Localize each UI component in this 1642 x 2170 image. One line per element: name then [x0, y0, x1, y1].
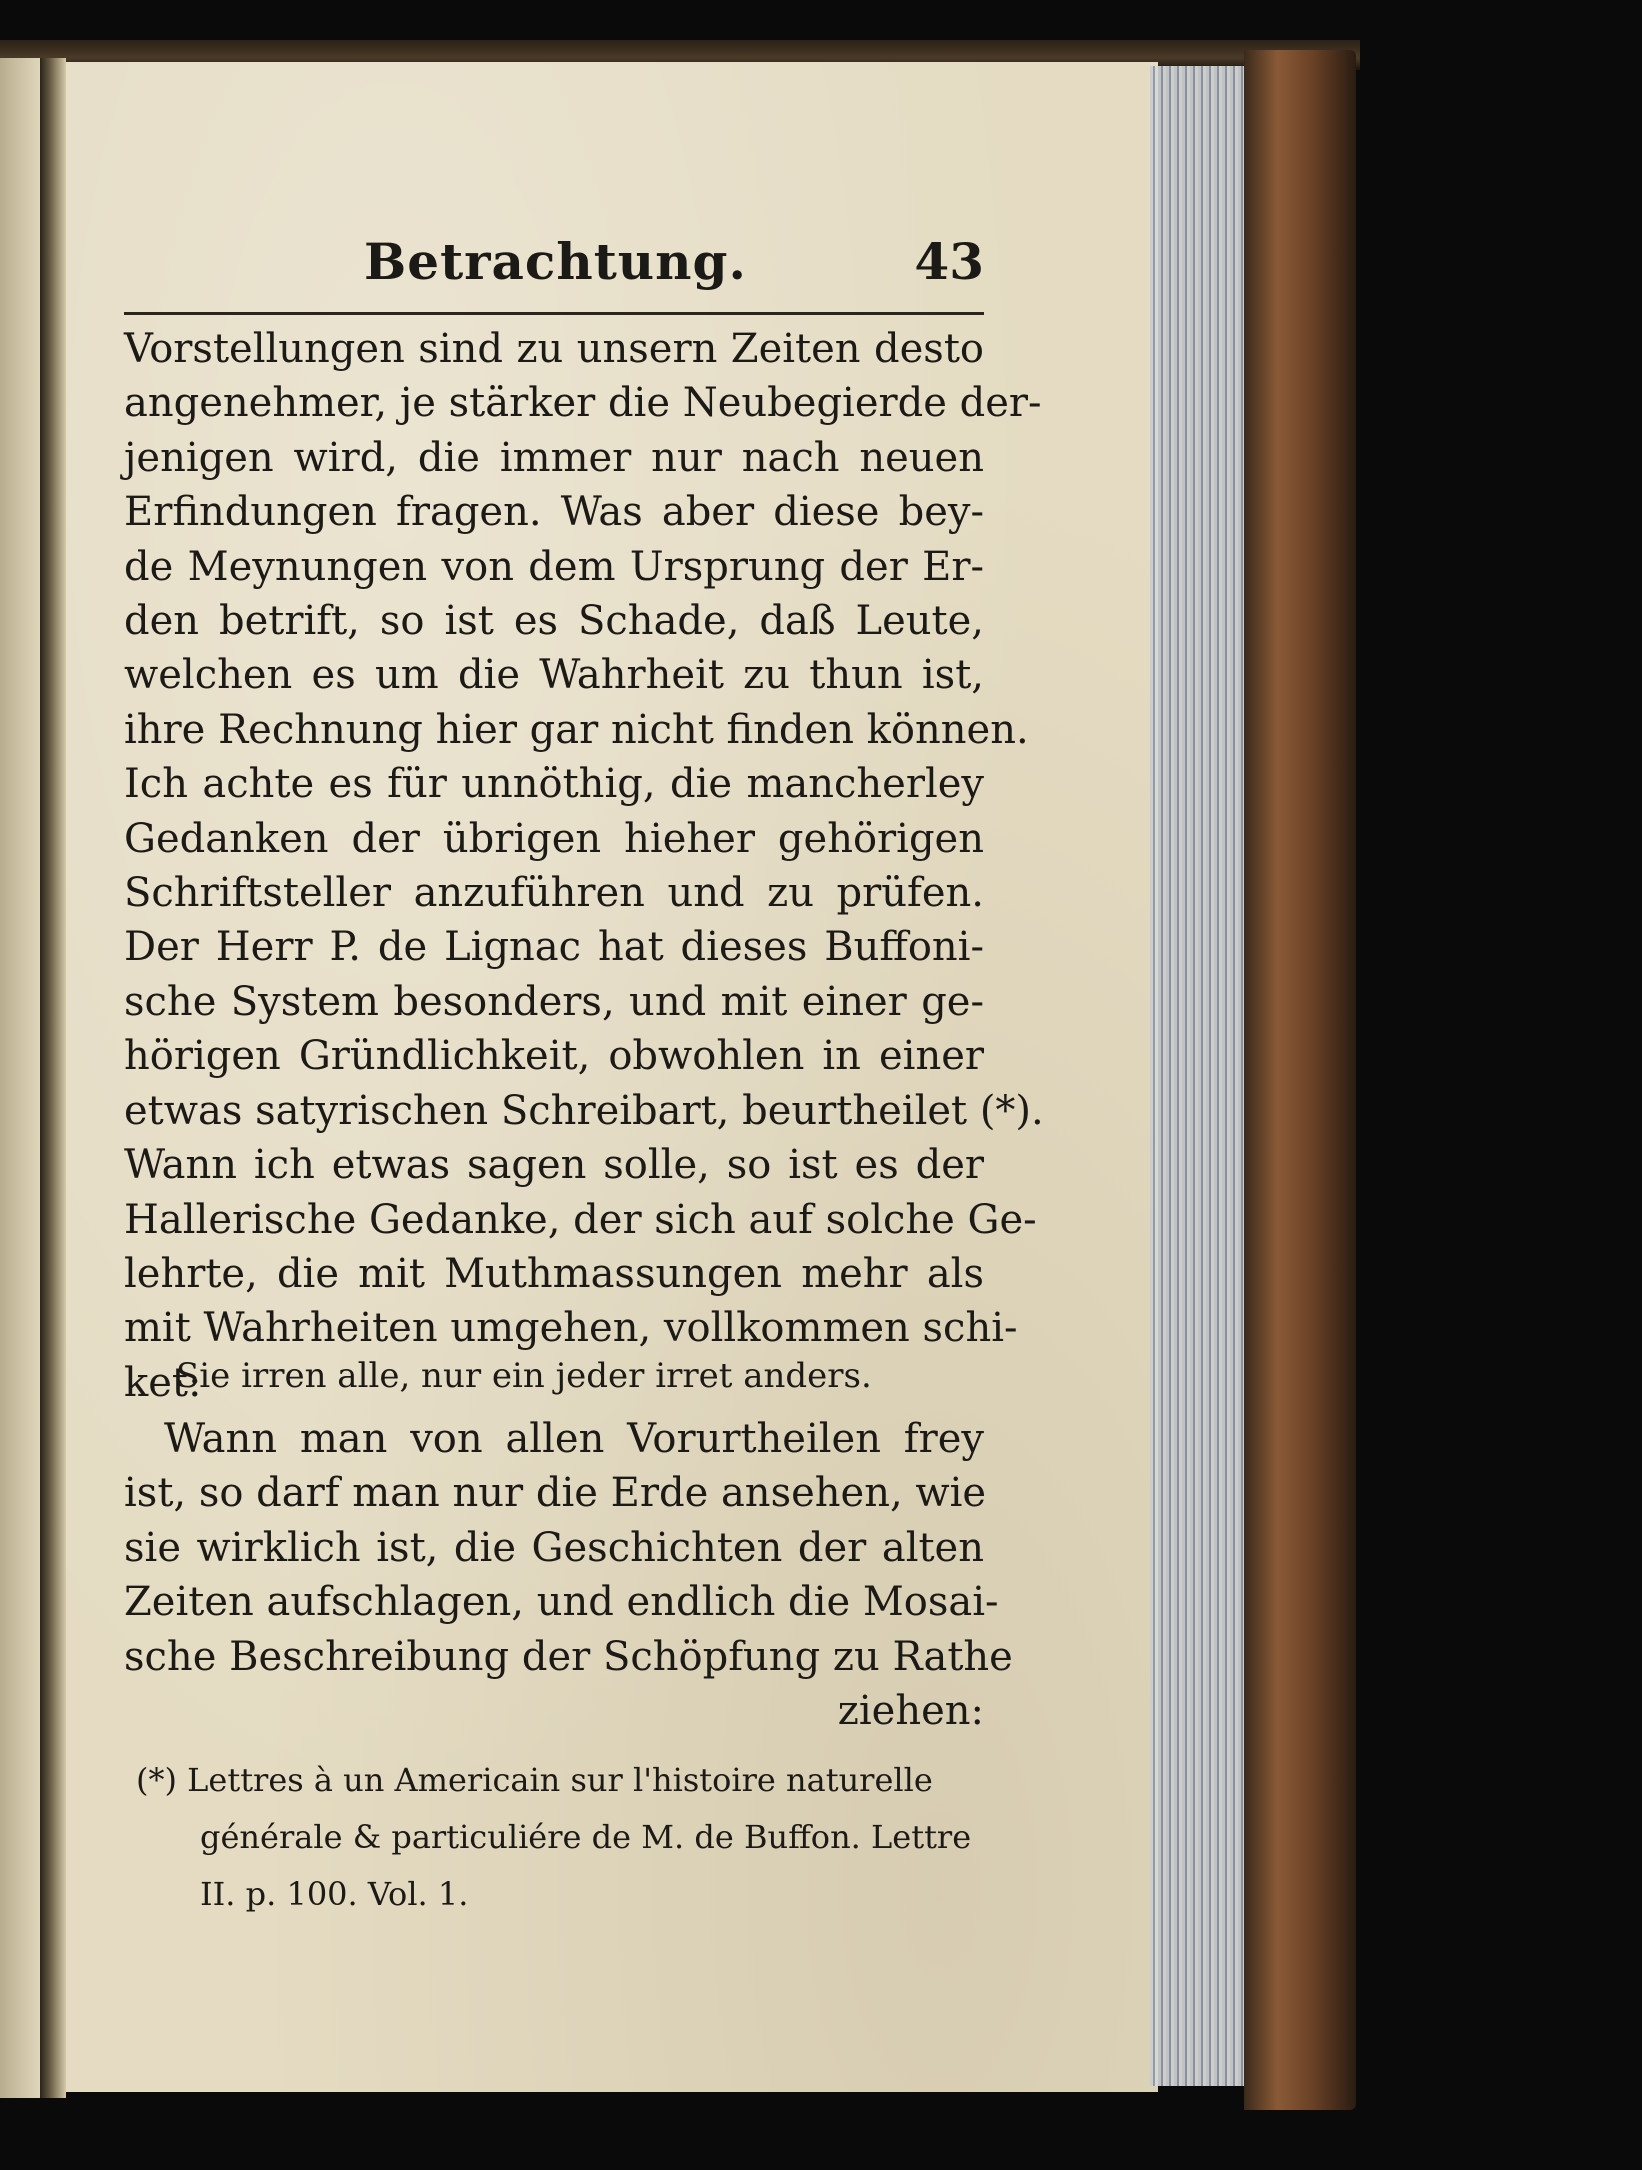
- verse-quote: Sie irren alle, nur ein jeder irret anders.: [176, 1356, 872, 1396]
- text-line: Schriftsteller anzuführen und zu prüfen.: [124, 870, 984, 917]
- text-line: ihre Rechnung hier gar nicht finden können.: [124, 706, 1029, 753]
- footnote-line: II. p. 100. Vol. 1.: [200, 1875, 469, 1913]
- text-line: Ich achte es für unnöthig, die mancherley: [124, 761, 984, 808]
- text-line: mit Wahrheiten umgehen, vollkommen schi-: [124, 1305, 1018, 1352]
- main-paragraph: [124, 322, 1044, 1410]
- second-paragraph: [124, 1412, 1013, 1738]
- text-line: ist, so darf man nur die Erde ansehen, wie: [124, 1470, 987, 1517]
- text-line: lehrte, die mit Muthmassungen mehr als: [124, 1250, 984, 1297]
- text-line: etwas satyrischen Schreibart, beurtheilet (*).: [124, 1087, 1044, 1134]
- text-line: sche System besonders, und mit einer ge-: [124, 978, 984, 1025]
- running-head: [124, 232, 984, 310]
- footnote-line: (*) Lettres à un Americain sur l'histoire naturelle: [136, 1761, 933, 1799]
- text-line: Der Herr P. de Lignac hat dieses Buffoni-: [124, 924, 984, 971]
- header-rule: [124, 312, 984, 315]
- text-line: Vorstellungen sind zu unsern Zeiten desto: [124, 326, 984, 372]
- page-block-edge: [1150, 66, 1244, 2086]
- page-number: 43: [914, 232, 984, 291]
- text-line: Erfindungen fragen. Was aber diese bey-: [124, 489, 984, 536]
- text-line: jenigen wird, die immer nur nach neuen: [124, 434, 984, 481]
- text-line: sie wirklich ist, die Geschichten der alten: [124, 1524, 984, 1571]
- text-line: Wann man von allen Vorurtheilen frey: [164, 1416, 984, 1462]
- text-line: de Meynungen von dem Ursprung der Er-: [124, 543, 984, 590]
- leather-cover: [1244, 50, 1356, 2110]
- running-head-title: Betrachtung.: [364, 232, 747, 291]
- catchword: ziehen:: [837, 1688, 984, 1735]
- text-line: Zeiten aufschlagen, und endlich die Mosai-: [124, 1579, 999, 1626]
- text-line: hörigen Gründlichkeit, obwohlen in einer: [124, 1033, 984, 1080]
- text-line: angenehmer, je stärker die Neubegierde der-: [124, 380, 1042, 427]
- text-line: ket:: [124, 1359, 202, 1406]
- text-line: Wann ich etwas sagen solle, so ist es der: [124, 1142, 984, 1189]
- book-gutter: [40, 58, 66, 2098]
- text-line: welchen es um die Wahrheit zu thun ist,: [124, 652, 984, 699]
- text-line: Hallerische Gedanke, der sich auf solche Ge-: [124, 1196, 1037, 1243]
- text-line: Gedanken der übrigen hieher gehörigen: [124, 815, 984, 862]
- text-line: den betrift, so ist es Schade, daß Leute,: [124, 598, 984, 645]
- facing-page-edge: [0, 58, 40, 2098]
- text-line: sche Beschreibung der Schöpfung zu Rathe: [124, 1633, 1013, 1680]
- footnote-line: générale & particuliére de M. de Buffon. Lettre: [200, 1818, 972, 1856]
- footnote: [136, 1752, 996, 1923]
